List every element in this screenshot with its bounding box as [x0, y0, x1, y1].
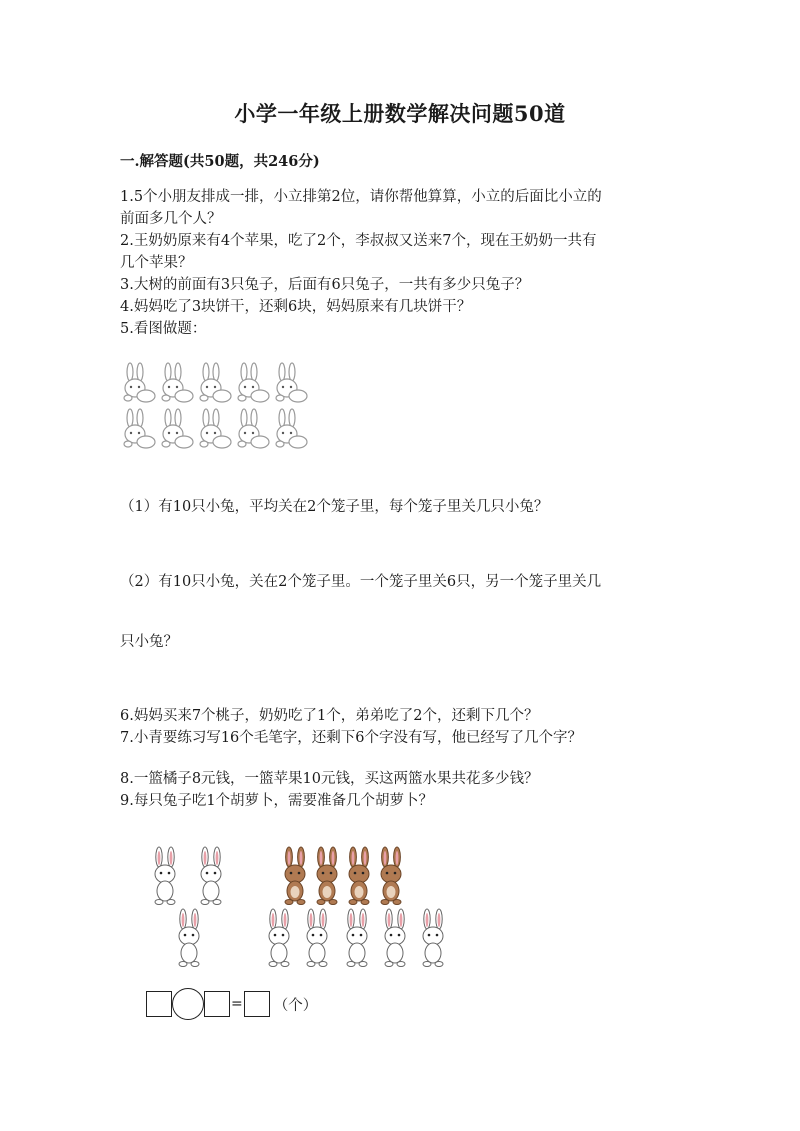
equals-sign: = [231, 996, 243, 1012]
white-rabbit-icon [269, 909, 289, 967]
answer-equation [146, 987, 317, 1021]
gray-rabbit-icon [238, 363, 269, 402]
white-rabbit-icon [201, 847, 221, 905]
page-title: 小学一年级上册数学解决问题50道 [234, 101, 566, 126]
gray-rabbit-icon [124, 363, 155, 402]
question-9: 9.每只兔子吃1个胡萝卜，需要准备几个胡萝卜？ [120, 793, 434, 809]
operator-circle[interactable] [172, 988, 204, 1020]
white-rabbit-icon [179, 909, 199, 967]
gray-rabbit-icon [238, 409, 269, 448]
brown-rabbit-icon [317, 847, 337, 905]
question-1-line-2: 前面多几个人？ [120, 211, 222, 227]
gray-rabbit-icon [276, 363, 307, 402]
white-rabbit-icon [423, 909, 443, 967]
question-1-line-1: 1.5个小朋友排成一排，小立排第2位，请你帮他算算，小立的后面比小立的 [120, 189, 602, 205]
question-5-sub-1: （1）有10只小兔，平均关在2个笼子里，每个笼子里关几只小兔？ [120, 499, 549, 515]
gray-rabbit-icon [124, 409, 155, 448]
brown-rabbit-icon [349, 847, 369, 905]
white-rabbit-icon [155, 847, 175, 905]
question-8: 8.一篮橘子8元钱，一篮苹果10元钱，买这两篮水果共花多少钱？ [120, 771, 539, 787]
question-5-sub-2-line-2: 只小兔？ [120, 634, 178, 650]
question-6: 6.妈妈买来7个桃子，奶奶吃了1个，弟弟吃了2个，还剩下几个？ [120, 708, 539, 724]
answer-box-result[interactable] [244, 991, 270, 1017]
question-3: 3.大树的前面有3只兔子，后面有6只兔子，一共有多少只兔子？ [120, 277, 530, 293]
rabbits-figure-q5 [118, 362, 318, 458]
white-rabbit-icon [307, 909, 327, 967]
white-rabbit-icon [347, 909, 367, 967]
gray-rabbit-icon [200, 363, 231, 402]
question-2-line-1: 2.王奶奶原来有4个苹果，吃了2个，李叔叔又送来7个，现在王奶奶一共有 [120, 233, 597, 249]
gray-rabbit-icon [162, 409, 193, 448]
gray-rabbit-icon [200, 409, 231, 448]
gray-rabbit-icon [162, 363, 193, 402]
question-2-line-2: 几个苹果？ [120, 255, 193, 271]
unit-label: （个） [273, 997, 318, 1014]
question-5: 5.看图做题： [120, 321, 207, 337]
rabbits-figure-q9 [140, 845, 470, 975]
question-4: 4.妈妈吃了3块饼干，还剩6块，妈妈原来有几块饼干？ [120, 299, 472, 315]
question-5-sub-2-line-1: （2）有10只小兔，关在2个笼子里。一个笼子里关6只，另一个笼子里关几 [120, 574, 602, 590]
section-heading: 一.解答题(共50题，共246分) [120, 153, 320, 170]
white-rabbit-icon [385, 909, 405, 967]
question-7: 7.小青要练习写16个毛笔字，还剩下6个字没有写，他已经写了几个字？ [120, 730, 583, 746]
brown-rabbit-icon [285, 847, 305, 905]
brown-rabbit-icon [381, 847, 401, 905]
answer-box-2[interactable] [204, 991, 230, 1017]
gray-rabbit-icon [276, 409, 307, 448]
answer-box-1[interactable] [146, 991, 172, 1017]
